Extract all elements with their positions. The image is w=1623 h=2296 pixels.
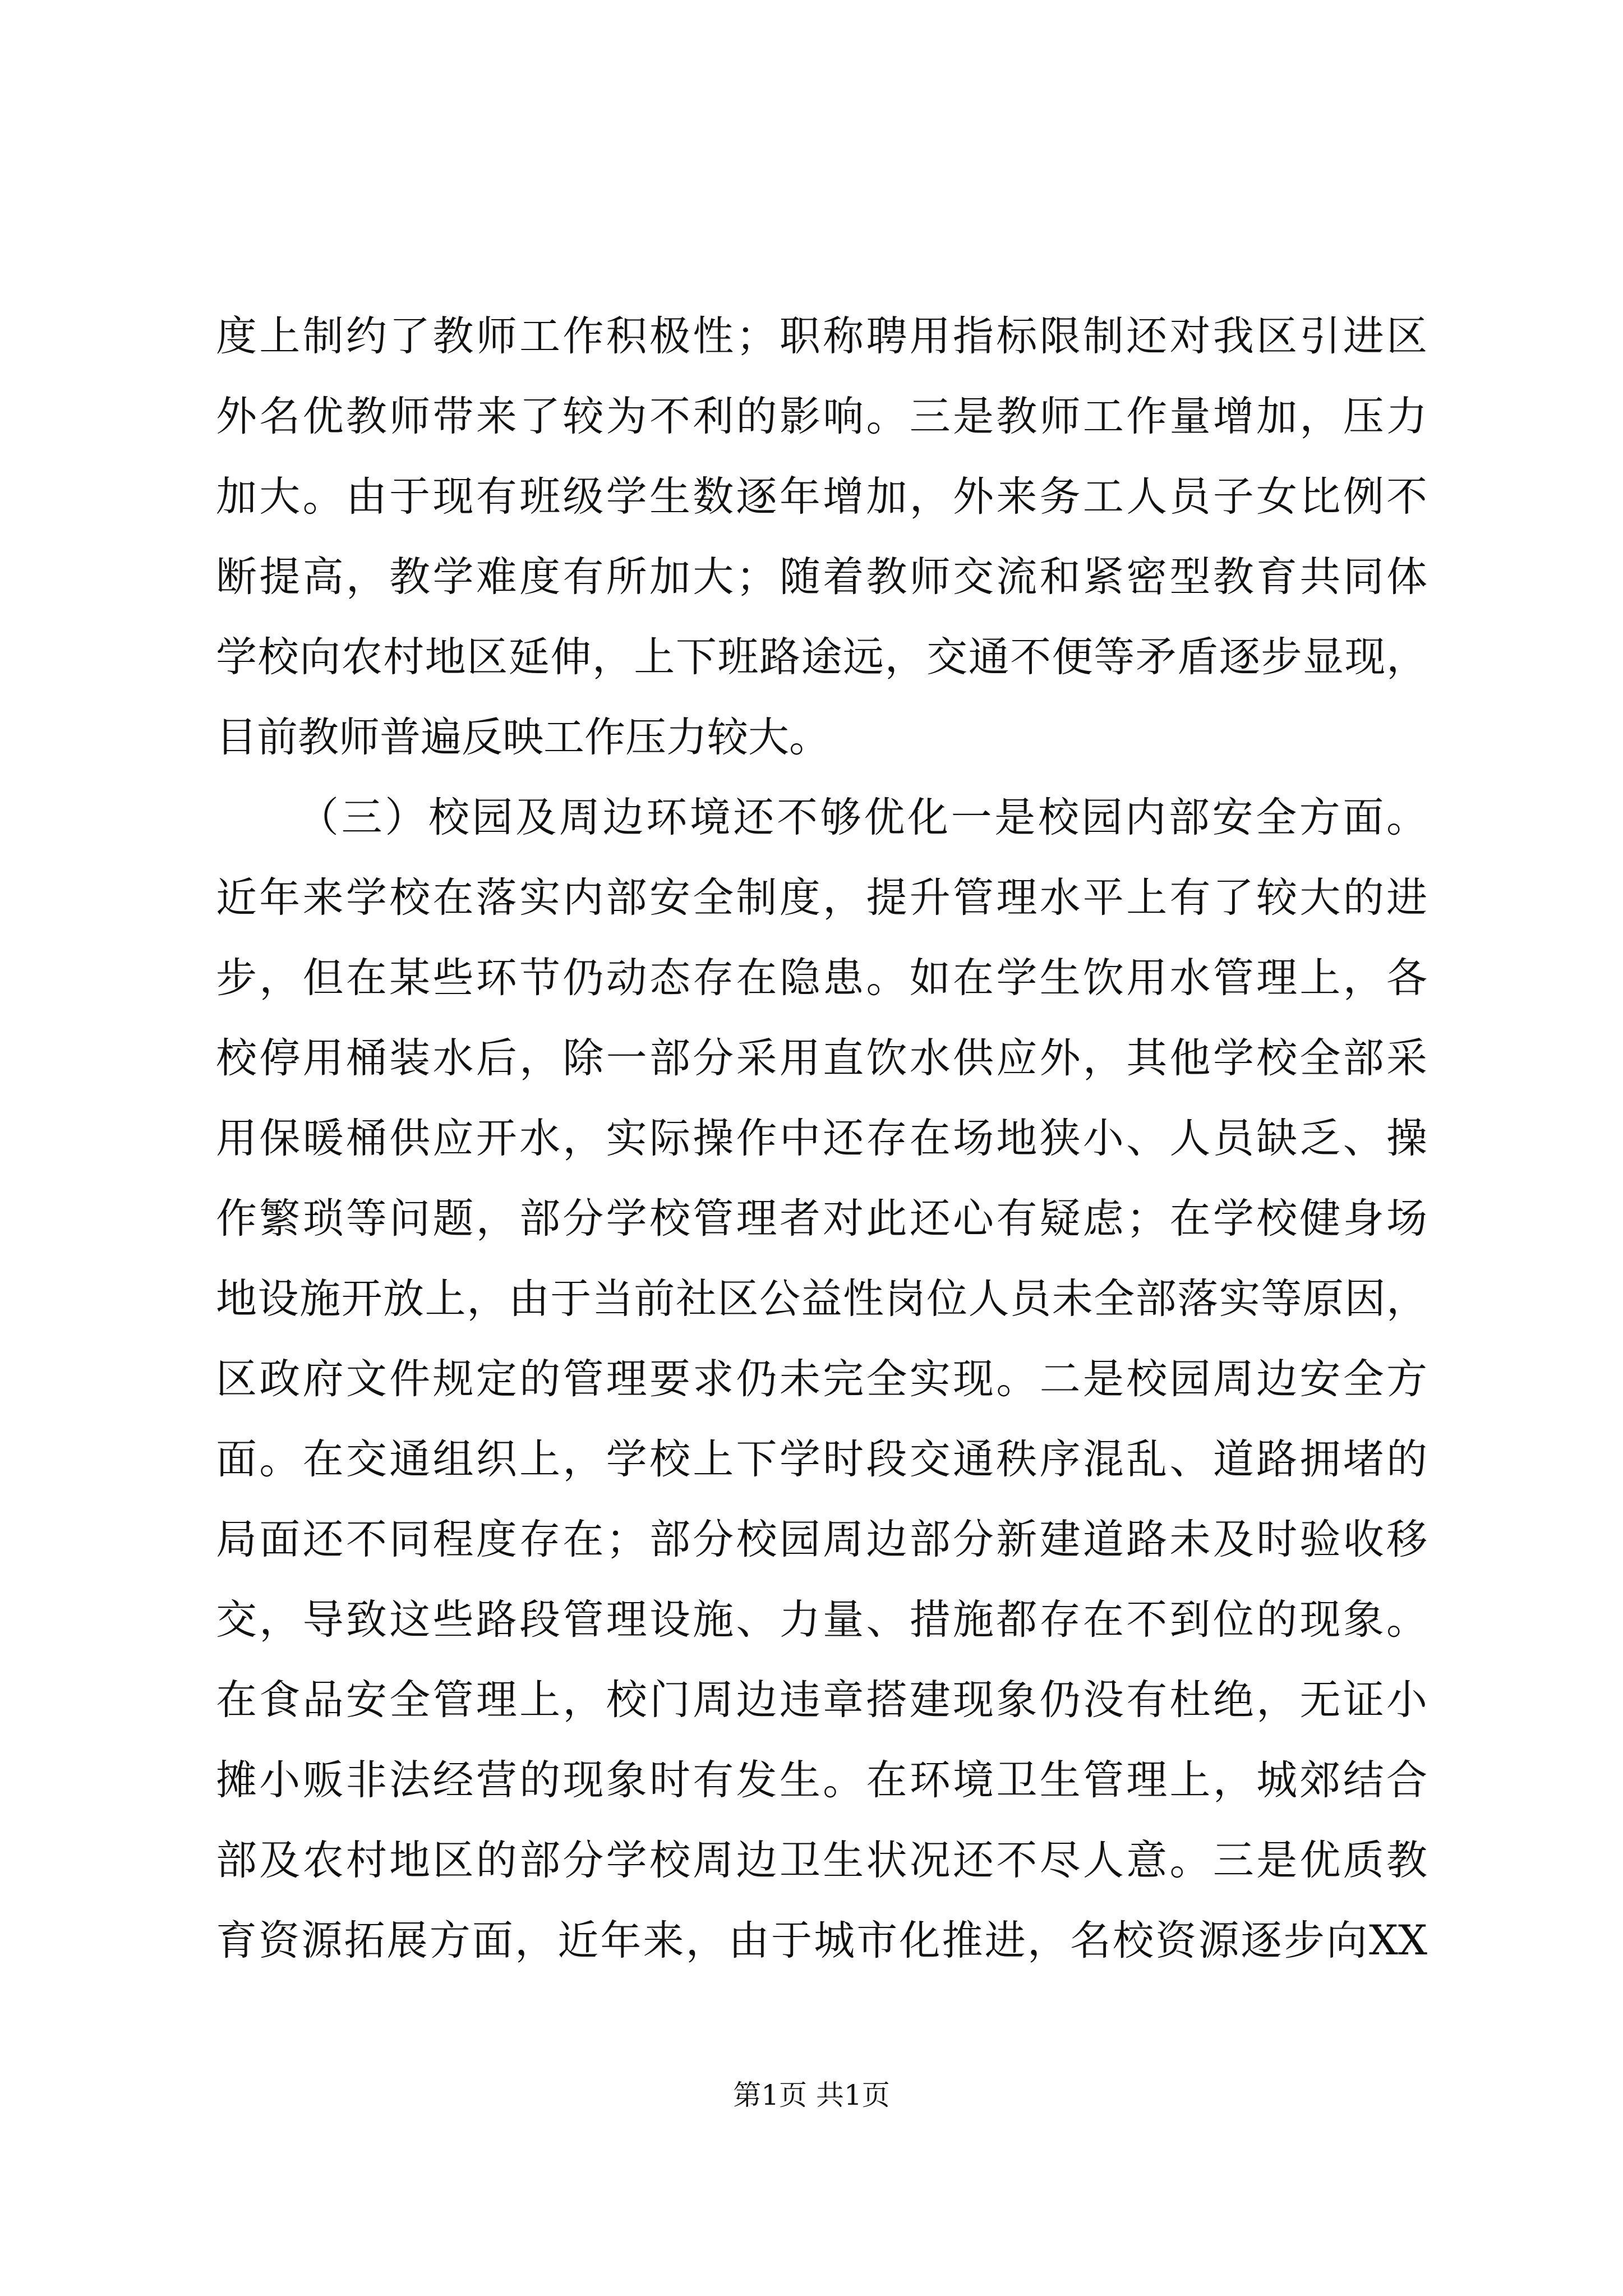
- text-line: 外名优教师带来了较为不利的影响。三是教师工作量增加，压力: [216, 393, 1427, 440]
- text-line: （三）校园及周边环境还不够优化一是校园内部安全方面。: [298, 794, 1427, 841]
- text-line: 区政府文件规定的管理要求仍未完全实现。二是校园周边安全方: [216, 1355, 1427, 1403]
- text-line: 作繁琐等问题，部分学校管理者对此还心有疑虑；在学校健身场: [216, 1195, 1427, 1243]
- text-line: 步，但在某些环节仍动态存在隐患。如在学生饮用水管理上，各: [216, 954, 1427, 1002]
- text-line: 育资源拓展方面，近年来，由于城市化推进，名校资源逐步向XX: [216, 1917, 1427, 1964]
- text-line: 校停用桶装水后，除一部分采用直饮水供应外，其他学校全部采: [216, 1034, 1427, 1082]
- paragraph-2: [216, 777, 1427, 1981]
- text-line: 学校向农村地区延伸，上下班路途远，交通不便等矛盾逐步显现，: [216, 633, 1427, 681]
- paragraph-1: [216, 296, 1427, 777]
- text-line: 断提高，教学难度有所加大；随着教师交流和紧密型教育共同体: [216, 553, 1427, 601]
- text-line: 用保暖桶供应开水，实际操作中还存在场地狭小、人员缺乏、操: [216, 1115, 1427, 1162]
- text-line: 部及农村地区的部分学校周边卫生状况还不尽人意。三是优质教: [216, 1837, 1427, 1884]
- page-number-label: 第1页 共1页: [733, 2079, 890, 2111]
- text-line: 目前教师普遍反映工作压力较大。: [216, 714, 830, 761]
- text-line: 摊小贩非法经营的现象时有发生。在环境卫生管理上，城郊结合: [216, 1756, 1427, 1804]
- text-line: 加大。由于现有班级学生数逐年增加，外来务工人员子女比例不: [216, 473, 1427, 521]
- text-line: 近年来学校在落实内部安全制度，提升管理水平上有了较大的进: [216, 874, 1427, 922]
- text-line: 交，导致这些路段管理设施、力量、措施都存在不到位的现象。: [216, 1596, 1427, 1644]
- page-footer: [0, 2076, 1623, 2115]
- document-body: [216, 296, 1427, 1981]
- text-line: 度上制约了教师工作积极性；职称聘用指标限制还对我区引进区: [216, 312, 1427, 360]
- text-line: 地设施开放上，由于当前社区公益性岗位人员未全部落实等原因，: [216, 1275, 1427, 1323]
- text-line: 局面还不同程度存在；部分校园周边部分新建道路未及时验收移: [216, 1516, 1427, 1563]
- text-line: 在食品安全管理上，校门周边违章搭建现象仍没有杜绝，无证小: [216, 1676, 1427, 1724]
- text-line: 面。在交通组织上，学校上下学时段交通秩序混乱、道路拥堵的: [216, 1435, 1427, 1483]
